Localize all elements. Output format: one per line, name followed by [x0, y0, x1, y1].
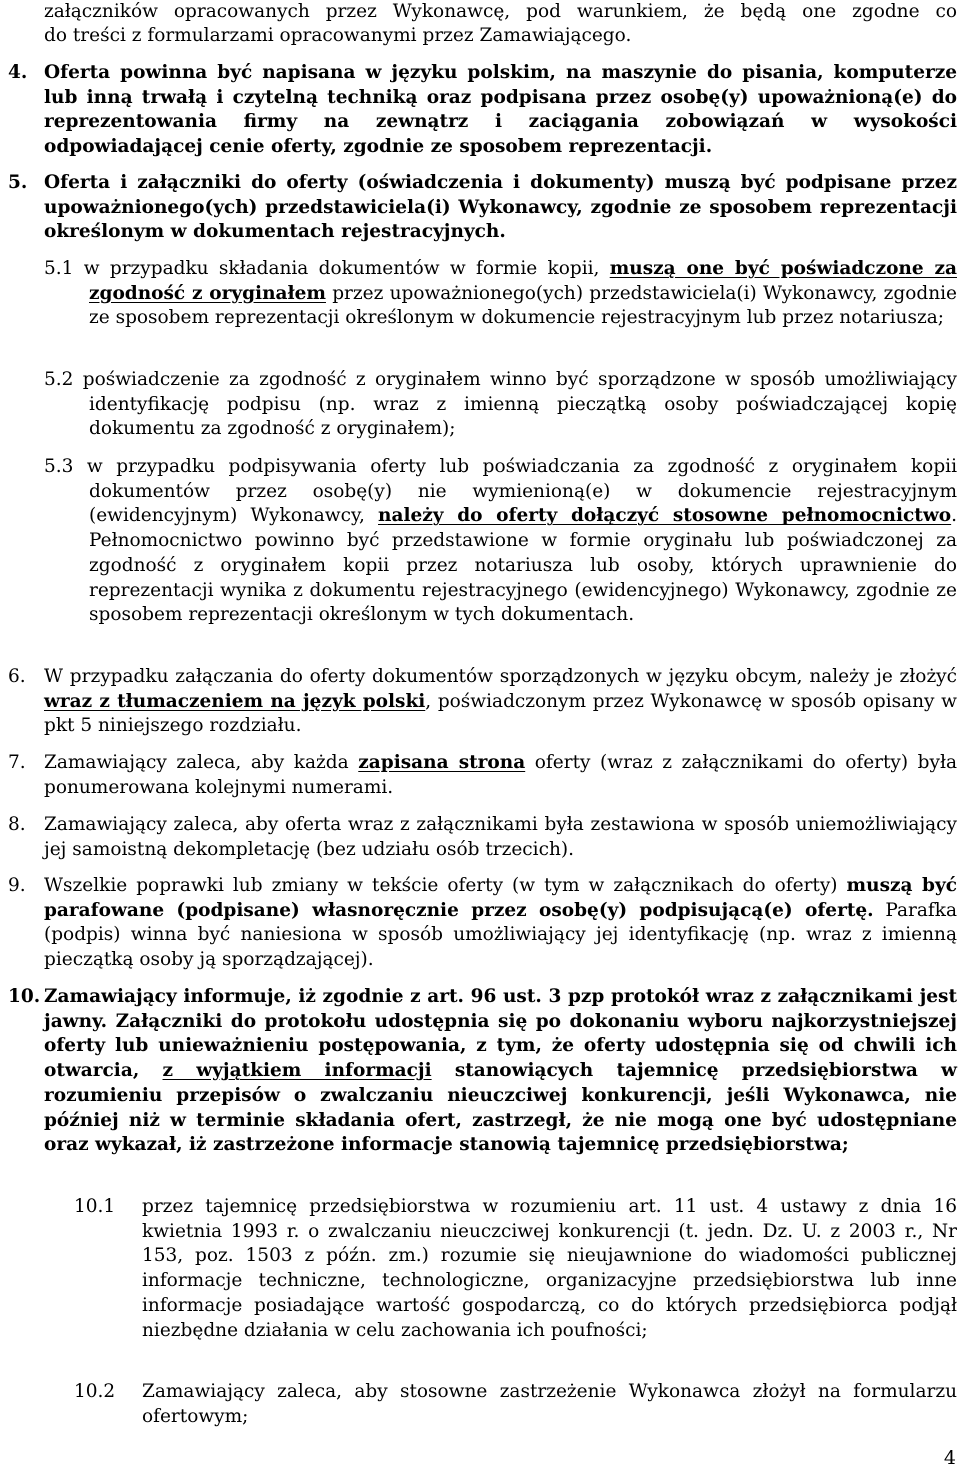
item-6-rest: , poświadczonym przez Wykonawcę w sposób opisany w pkt 5 niniejszego rozdziału.	[44, 690, 957, 737]
item-9-number: 9.	[8, 875, 26, 896]
item-5-text: Oferta i załączniki do oferty (oświadczenia i dokumenty) muszą być podpisane przez upoważnionego(ych) przedstawiciela(i) Wykonawcy, zgodnie ze sposobem reprezentacji określonym w dokumentach rejestracyjnych.	[44, 172, 957, 243]
item-5-2: 5.2 poświadczenie za zgodność z oryginałem winno być sporządzone w sposób umożliwiający identyfikację podpisu (np. wraz z imienną pieczątką osoby poświadczającej kopię dokumentu za zgodność z oryginałem);	[44, 369, 957, 440]
item-10-1-number: 10.1	[74, 1196, 116, 1217]
item-7-underlined: zapisana strona	[358, 752, 526, 773]
item-6-lead: W przypadku załączania do oferty dokumentów sporządzonych w języku obcym, należy je złożyć	[44, 666, 957, 687]
item-5-number: 5.	[8, 172, 28, 193]
item-5-3	[44, 455, 957, 628]
item-4-number: 4.	[8, 62, 28, 83]
item-5-3-lead: 5.3 w przypadku podpisywania oferty lub poświadczania za zgodność z oryginałem kopii dokumentów przez osobę(y) nie wymienioną(e) w dokumencie rejestracyjnym (ewidencyjnym) Wykonawcy,	[44, 456, 957, 527]
item-10-underlined: z wyjątkiem informacji	[162, 1060, 432, 1082]
page-number: 4	[943, 1447, 956, 1469]
item-10-text	[44, 985, 957, 1158]
item-5-1-rest: przez upoważnionego(ych) przedstawiciela(i) Wykonawcy, zgodnie ze sposobem reprezentacji określonym w dokumencie rejestracyjnym lub przez notariusza;	[89, 282, 957, 329]
item-5-1-lead: 5.1 w przypadku składania dokumentów w formie kopii,	[44, 258, 610, 279]
item-5-1	[44, 257, 957, 331]
item-10-1-text: przez tajemnicę przedsiębiorstwa w rozumieniu art. 11 ust. 4 ustawy z dnia 16 kwietnia 1993 r. o zwalczaniu nieuczciwej konkurencji (t. jedn. Dz. U. z 2003 r., Nr 153, poz. 1503 z późn. zm.) rozumie się nieujawnione do wiadomości publicznej informacje techniczne, technologiczne, organizacyjne przedsiębiorstwa lub inne informacje posiadające wartość gospodarczą, co do których przedsiębiorca podjął niezbędne działania w celu zachowania ich poufności;	[142, 1196, 957, 1341]
item-7-text	[44, 751, 957, 800]
item-8-text: Zamawiający zaleca, aby oferta wraz z załącznikami była zestawiona w sposób uniemożliwiający jej samoistną dekompletację (bez udziału osób trzecich).	[44, 814, 957, 860]
item-7-lead: Zamawiający zaleca, aby każda	[44, 752, 359, 773]
item-5-3-underlined: należy do oferty dołączyć stosowne pełnomocnictwo	[378, 505, 952, 527]
intro-line-1: załączników opracowanych przez Wykonawcę, pod warunkiem, że będą one zgodne co	[44, 1, 957, 22]
item-9-text	[44, 874, 957, 973]
item-7-number: 7.	[8, 752, 26, 773]
intro-line-2: do treści z formularzami opracowanymi przez Zamawiającego.	[44, 25, 632, 46]
item-9-lead: Wszelkie poprawki lub zmiany w tekście oferty (w tym w załącznikach do oferty)	[44, 875, 847, 896]
item-7-rest: oferty (wraz z załącznikami do oferty) była ponumerowana kolejnymi numerami.	[44, 752, 958, 798]
item-4-text: Oferta powinna być napisana w języku polskim, na maszynie do pisania, komputerze lub inną trwałą i czytelną techniką oraz podpisana przez osobę(y) upoważnioną(e) do reprezentowania firmy na zewnątrz i zaciągania zobowiązań w wysokości odpowiadającej cenie oferty, zgodnie ze sposobem reprezentacji.	[44, 62, 957, 158]
item-10-number: 10.	[8, 986, 41, 1007]
item-10-lead: Zamawiający informuje, iż zgodnie z art. 96 ust. 3 pzp protokół wraz z załącznikami jest jawny. Załączniki do protokołu udostępnia się po dokonaniu wyboru najkorzystniejszej oferty lub unieważnieniu postępowania, z tym, że oferty udostępnia się od chwili ich otwarcia,	[44, 986, 957, 1082]
item-9-rest: Parafka (podpis) winna być naniesiona w sposób umożliwiający jej identyfikację (np. wraz z imienną pieczątką osoby ją sporządzającej).	[44, 899, 957, 971]
item-9-bold: muszą być parafowane (podpisane) własnoręcznie przez osobę(y) podpisującą(e) ofertę.	[44, 875, 958, 921]
item-10-rest: stanowiących tajemnicę przedsiębiorstwa w rozumieniu przepisów o zwalczaniu nieuczciwej konkurencji, jeśli Wykonawca, nie później niż w terminie składania ofert, zastrzegł, że nie mogą one być udostępniane oraz wykazał, iż zastrzeżone informacje stanowią tajemnicę przedsiębiorstwa;	[44, 1060, 957, 1156]
item-6-underlined: wraz z tłumaczeniem na język polski	[44, 690, 426, 712]
item-5-3-rest: . Pełnomocnictwo powinno być przedstawione w formie oryginału lub poświadczonej za zgodność z oryginałem kopii przez notariusza lub osoby, których uprawnienie do reprezentacji wynika z dokumentu rejestracyjnego (ewidencyjnego) Wykonawcy, zgodnie ze sposobem reprezentacji określonym w tych dokumentach.	[89, 505, 958, 626]
item-6-number: 6.	[8, 666, 26, 687]
item-10-2-number: 10.2	[74, 1381, 116, 1402]
item-6-text	[44, 665, 957, 739]
item-5-1-underlined: muszą one być poświadczone za zgodność z oryginałem	[89, 258, 957, 304]
item-8-number: 8.	[8, 814, 26, 835]
item-10-2-text: Zamawiający zaleca, aby stosowne zastrzeżenie Wykonawca złożył na formularzu ofertowym;	[142, 1381, 957, 1427]
